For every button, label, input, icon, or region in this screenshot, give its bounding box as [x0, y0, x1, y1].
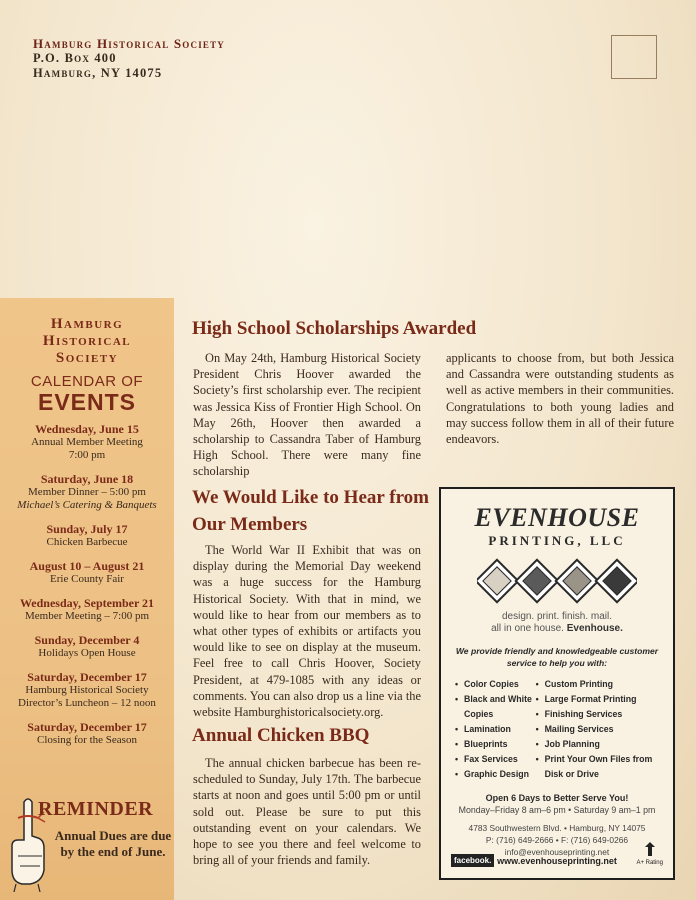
ad-footer — [441, 840, 673, 870]
service-item: • Custom Printing — [536, 677, 665, 692]
ad-icon-row — [441, 555, 673, 607]
ad-hours: Monday–Friday 8 am–6 pm • Saturday 9 am–1 pm — [458, 805, 656, 815]
event-item — [4, 670, 170, 710]
event-desc: Closing for the Season — [37, 734, 137, 746]
event-item — [4, 472, 170, 512]
service-item: • Black and White Copies — [455, 692, 536, 722]
printing-icons — [477, 555, 637, 607]
ad-services — [455, 677, 665, 782]
reminder-body: Annual Dues are due by the end of June. — [54, 828, 172, 859]
event-date: August 10 – August 21 — [29, 559, 145, 573]
return-address — [33, 36, 225, 81]
event-desc-2: Director’s Luncheon – 12 noon — [18, 697, 156, 709]
event-desc: Erie County Fair — [50, 573, 124, 585]
bbb-rating: A+ Rating — [636, 860, 663, 866]
bbb-icon — [636, 842, 663, 866]
scholarship-title: High School Scholarships Awarded — [192, 318, 477, 339]
service-item: • Finishing Services — [536, 707, 665, 722]
ad-tagline-1: design. print. finish. mail. — [501, 611, 613, 622]
ad-tagline-2 — [441, 623, 673, 635]
event-date: Sunday, December 4 — [34, 633, 140, 647]
event-desc: Chicken Barbecue — [46, 536, 128, 548]
service-item: • Color Copies — [455, 677, 536, 692]
service-item: • Large Format Printing — [536, 692, 665, 707]
reminder-title: REMINDER — [38, 798, 154, 820]
service-item: • Fax Services — [455, 752, 536, 767]
ad-company-name: EVENHOUSE — [474, 503, 640, 532]
evenhouse-ad — [439, 487, 675, 880]
event-desc: Member Dinner – 5:00 pm — [28, 486, 146, 498]
bbq-body: The annual chicken barbecue has been re-scheduled to Sunday, July 17th. The barbecue starts at noon and goes until 5:00 pm or until sold out. Please be sure to put this outstanding event on your calendars. We hope to see you there and feel welcome to bring all of your friends and family. — [193, 756, 421, 868]
service-item: • Job Planning — [536, 737, 665, 752]
event-date: Saturday, December 17 — [27, 720, 147, 734]
hear-title: We Would Like to Hear from Our Members — [192, 487, 429, 535]
event-desc: Hamburg Historical Society — [25, 684, 149, 696]
event-item — [4, 559, 170, 586]
bbq-title: Annual Chicken BBQ — [192, 725, 370, 746]
service-item: • Mailing Services — [536, 722, 665, 737]
event-date: Saturday, December 17 — [27, 670, 147, 684]
event-venue: Michael’s Catering & Banquets — [17, 499, 157, 511]
sidebar-org — [0, 316, 174, 367]
hear-body: The World War II Exhibit that was on display during the Memorial Day weekend was a huge success for the Hamburg Historical Society. With that in mind, we would like to hear from our members as to what other types of exhibits or artifacts you would like to see on display at the museum. Feel free to call Chris Hoover, Society President, at 479-1085 with any ideas or comments. You can also drop us a line via the website Hamburghistoricalsociety.org. — [193, 543, 421, 720]
event-date: Sunday, July 17 — [46, 522, 128, 536]
sidebar-org-line2: Historical — [42, 333, 132, 349]
sidebar-org-line3: Society — [55, 350, 119, 366]
event-item — [4, 596, 170, 623]
service-item: • Print Your Own Files from Disk or Drive — [536, 752, 665, 782]
event-item — [4, 422, 170, 462]
scholarship-col2: applicants to choose from, but both Jessica and Cassandra were outstanding students as well as active members in their communities. Congratulations to both young ladies and may success follow them in all of their future endeavors. — [446, 351, 674, 447]
ad-intro: We provide friendly and knowledgeable customer service to help you with: — [455, 646, 659, 668]
event-time: 7:00 pm — [68, 449, 106, 461]
event-item — [4, 633, 170, 660]
event-date: Wednesday, June 15 — [35, 422, 139, 436]
return-org: Hamburg Historical Society — [33, 36, 226, 51]
ad-open: Open 6 Days to Better Serve You! — [485, 793, 629, 803]
event-desc: Member Meeting – 7:00 pm — [24, 610, 150, 622]
facebook-icon: facebook. — [451, 854, 494, 867]
ad-website: www.evenhouseprinting.net — [497, 856, 617, 866]
ad-tagline — [441, 611, 673, 635]
bbb-torch-icon — [643, 842, 657, 858]
ad-tagline-2-text: all in one house. — [491, 623, 564, 634]
return-line1: P.O. Box 400 — [33, 51, 117, 65]
calendar-of: CALENDAR OF — [30, 373, 144, 390]
event-item — [4, 720, 170, 747]
ad-company-sub: PRINTING, LLC — [488, 533, 626, 548]
sidebar-org-line1: Hamburg — [50, 316, 124, 332]
services-right — [536, 677, 665, 782]
service-item: • Lamination — [455, 722, 536, 737]
event-date: Wednesday, September 21 — [19, 596, 155, 610]
event-desc: Holidays Open House — [38, 647, 136, 659]
ad-phone: P: (716) 649-2666 • F: (716) 649-0266 — [485, 835, 629, 845]
ad-email: info@evenhouseprinting.net — [504, 847, 610, 857]
ad-street: 4783 Southwestern Blvd. • Hamburg, NY 14075 — [468, 823, 646, 833]
event-item — [4, 522, 170, 549]
services-left — [455, 677, 536, 782]
service-item: • Graphic Design — [455, 767, 536, 782]
return-line2: Hamburg, NY 14075 — [33, 66, 163, 80]
events-heading: EVENTS — [37, 389, 137, 415]
stamp-box — [611, 35, 657, 79]
event-desc: Annual Member Meeting — [31, 436, 143, 448]
scholarship-col1: On May 24th, Hamburg Historical Society President Chris Hoover awarded the Society’s first scholarship ever. The recipient was Jessica Kiss of Frontier High School. On May 26th, Hoover then awarded a scholarship to Cassandra Taber of Hamburg High School. There were many fine scholarship — [193, 351, 421, 479]
service-item: • Blueprints — [455, 737, 536, 752]
ad-tagline-bold: Evenhouse. — [566, 623, 623, 634]
event-date: Saturday, June 18 — [40, 472, 134, 486]
